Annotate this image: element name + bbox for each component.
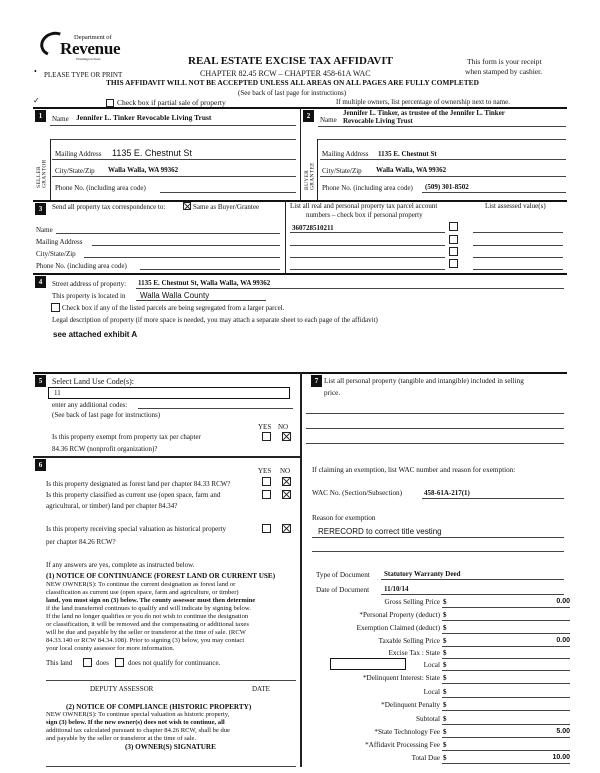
buyer-phone-line [422, 192, 566, 193]
local-code-box[interactable] [330, 658, 406, 670]
wac-label: WAC No. (Section/Subsection) [312, 489, 403, 497]
partial-sale-label: Check box if partial sale of property [117, 98, 226, 107]
tax-row-label: Subtotal [416, 715, 440, 723]
land-does-label: does [96, 659, 109, 667]
wac-value: 458-61A-217(1) [424, 489, 470, 497]
forest-question: Is this property designated as forest land per chapter 84.33 RCW? [46, 480, 231, 488]
current-use-question-1: Is this property classified as current use (open space, farm and [46, 491, 221, 499]
tax-row-label: Excise Tax : State [388, 649, 440, 657]
personal-property-2: price. [324, 389, 341, 397]
additional-codes-line [138, 408, 293, 409]
seller-phone-label: Phone No. (including area code) [55, 184, 146, 192]
tax-row-currency: $ [443, 741, 447, 749]
section-3-divider [285, 200, 286, 273]
section-3-badge: 3 [35, 203, 46, 215]
exempt-no-checkbox[interactable] [282, 432, 291, 441]
tax-row-currency: $ [443, 715, 447, 723]
exemption-question: If claiming an exemption, list WAC number and reason for exemption: [312, 466, 516, 474]
tax-row-currency: $ [443, 611, 447, 619]
located-in-line [136, 300, 266, 301]
exempt-question-2: 84.36 RCW (nonprofit organization)? [52, 445, 158, 453]
doc-type-label: Type of Document [316, 571, 370, 579]
historic-yes-checkbox[interactable] [262, 524, 271, 533]
notice-1-line-6: or classification, it will be removed and the compensating or additional taxes [46, 621, 249, 628]
tax-row-currency: $ [443, 637, 447, 645]
notice-1-line-9: your local county assessor for more information. [46, 645, 175, 652]
notice-2-title: (2) NOTICE OF COMPLIANCE (HISTORIC PROPERTY) [66, 703, 252, 711]
buyer-name-line [318, 126, 566, 127]
parcel-line-1 [290, 232, 445, 233]
tax-row-line [442, 646, 570, 647]
exempt-question-1: Is this property exempt from property tax per chapter [52, 433, 201, 441]
tax-row-currency: $ [443, 701, 447, 709]
buyer-name-value-1: Jennifer L. Tinker, as trustee of the Jennifer L. Tinker [343, 109, 505, 117]
seller-mailing-line [52, 159, 296, 160]
legal-description-label: Legal description of property (if more space is needed, you may attach a separate sheet to each page of the affidavit) [52, 316, 378, 324]
tax-row-label: *Delinquent Penalty [381, 701, 440, 709]
section-4-badge: 4 [35, 276, 46, 288]
this-land-label: This land [46, 659, 73, 667]
notice-2-line-3: additional tax calculated pursuant to chapter 84.26 RCW, shall be due [46, 727, 230, 734]
tax-row-label: Taxable Selling Price [378, 637, 440, 645]
section-5-7-divider [300, 372, 302, 767]
notice-2-line-4: and payable by the seller or transferor at the time of sale. [46, 735, 197, 742]
located-in-value: Walla Walla County [140, 291, 210, 300]
tax-row-value: 0.00 [556, 598, 570, 605]
seller-name-line [50, 125, 296, 126]
doc-type-value: Statutory Warranty Deed [384, 570, 461, 578]
tax-row-value: 5.00 [556, 728, 570, 735]
seller-name-label: Name [52, 115, 69, 123]
logo-top-text: Department of [74, 34, 112, 41]
tax-row-line [442, 763, 570, 764]
notice-1-line-3: land, you must sign on (3) below. The county assessor must then determine [46, 597, 256, 604]
parcel-line-2 [290, 245, 445, 246]
current-use-question-2: agricultural, or timber) land per chapter 84.34? [46, 502, 178, 510]
current-use-no-checkbox[interactable] [282, 490, 291, 499]
buyer-city-value: Walla Walla, WA 99362 [376, 166, 447, 174]
tax-row-label: Exemption Claimed (deduct) [356, 624, 440, 632]
land-does-not-label: does not qualify for continuance. [128, 659, 221, 667]
land-use-input[interactable] [48, 387, 290, 399]
corr-name-line [56, 233, 280, 234]
seller-city-label: City/State/Zip [55, 167, 95, 175]
partial-sale-checkbox[interactable] [106, 99, 114, 107]
assessed-line-1 [473, 232, 563, 233]
buyer-side-label: BUYER GRANTEE [304, 162, 316, 190]
parcel-personal-checkbox-4[interactable] [449, 259, 458, 268]
seller-name-line-2 [50, 139, 296, 140]
section-7-badge: 7 [311, 375, 322, 387]
notice-2-body [46, 711, 298, 743]
street-value: 1135 E. Chestnut St, Walla Walla, WA 99362 [138, 279, 271, 287]
tax-row-value: 0.00 [556, 637, 570, 644]
notice-1-body [46, 581, 298, 653]
tax-row-currency: $ [443, 728, 447, 736]
doc-date-label: Date of Document [316, 586, 370, 594]
historic-question-2: per chapter 84.26 RCW? [46, 538, 116, 546]
tax-row-label: *State Technology Fee [374, 728, 440, 736]
buyer-name-line-2 [318, 139, 566, 140]
buyer-phone-value: (509) 301-8502 [425, 183, 469, 191]
section-6-top-rule [33, 456, 300, 458]
assessed-header: List assessed value(s) [485, 202, 546, 210]
seller-side-rule [50, 139, 51, 200]
parcel-header-2: numbers – check box if personal property [306, 211, 423, 219]
doc-type-line [381, 579, 564, 580]
seller-side-label: SELLER GRANTOR [36, 159, 48, 188]
reason-line [312, 537, 564, 538]
forest-yes-checkbox[interactable] [262, 477, 271, 486]
seller-name-value: Jennifer L. Tinker Revocable Living Trust [76, 113, 212, 122]
parcel-header-1: List all real and personal property tax parcel account [290, 202, 438, 210]
parcel-value: 360728510211 [292, 224, 334, 232]
buyer-city-line [320, 176, 566, 177]
buyer-name-value-2: Revocable Living Trust [343, 117, 413, 125]
buyer-mailing-line [320, 159, 566, 160]
tax-row-currency: $ [443, 624, 447, 632]
tax-row-line [442, 710, 570, 711]
land-does-not-checkbox[interactable] [115, 658, 124, 667]
tax-row-value: 10.00 [552, 754, 570, 761]
corr-mailing-label: Mailing Address [36, 238, 83, 246]
parcel-personal-checkbox-1[interactable] [449, 222, 458, 231]
corr-mailing-line [92, 245, 280, 246]
please-type: PLEASE TYPE OR PRINT [44, 71, 123, 79]
corr-phone-line [140, 269, 280, 270]
historic-question-1: Is this property receiving special valuation as historical property [46, 525, 227, 533]
logo-main-text: Revenue [60, 39, 121, 58]
reason-line-2 [312, 551, 564, 552]
segregated-checkbox[interactable] [51, 303, 60, 312]
legal-description-value: see attached exhibit A [53, 330, 138, 339]
current-use-yes-checkbox[interactable] [262, 490, 271, 499]
tax-row-currency: $ [443, 649, 447, 657]
section-1-2-divider [300, 107, 301, 200]
street-line [136, 288, 564, 289]
tax-row-line [442, 658, 570, 659]
buyer-side-rule [317, 139, 318, 200]
seller-city-line [52, 176, 296, 177]
same-as-buyer-label: Same as Buyer/Grantee [193, 203, 260, 211]
buyer-name-label: Name [320, 116, 337, 124]
logo-sub-text: Washington State [76, 57, 101, 61]
notice-1-title: (1) NOTICE OF CONTINUANCE (FOREST LAND OR CURRENT USE) [46, 572, 276, 580]
tax-row-label: Local [423, 688, 440, 696]
tax-row-line [442, 670, 570, 671]
check-mark-icon: ✓ [33, 96, 40, 105]
tax-row-label: Local [423, 661, 440, 669]
exempt-yes-checkbox[interactable] [262, 432, 271, 441]
personal-property-1: List all personal property (tangible and intangible) included in selling [324, 377, 524, 385]
seller-phone-line [160, 192, 296, 193]
section-4-top-rule [33, 273, 567, 275]
parcel-personal-checkbox-2[interactable] [449, 235, 458, 244]
buyer-mailing-label: Mailing Address [322, 150, 369, 158]
located-in-label: This property is located in [52, 292, 126, 300]
land-does-checkbox[interactable] [83, 658, 92, 667]
personal-line-3 [306, 443, 564, 444]
see-back-text: (See back of last page for instructions) [238, 89, 347, 97]
tax-row-label: *Personal Property (deduct) [359, 611, 440, 619]
historic-no-checkbox[interactable] [282, 524, 291, 533]
section-1-badge: 1 [35, 110, 46, 122]
parcel-line-4 [290, 269, 445, 270]
seller-city-value: Walla Walla, WA 99362 [108, 166, 179, 174]
personal-line-1 [306, 413, 564, 414]
s6-no-header: NO [280, 467, 291, 475]
tax-row-label: Total Due [411, 754, 440, 762]
corr-name-label: Name [36, 226, 53, 234]
form-title: REAL ESTATE EXCISE TAX AFFIDAVIT [188, 55, 393, 67]
multiple-owners-note: If multiple owners, list percentage of ownership next to name. [336, 98, 510, 106]
land-use-see-back: (See back of last page for instructions) [52, 411, 161, 419]
street-label: Street address of property: [52, 280, 127, 288]
notice-1-line-4: if the land transferred continues to qualify and will indicate by signing below. [46, 605, 251, 612]
reason-value: RERECORD to correct title vesting [318, 527, 442, 536]
receipt-note-2: when stamped by cashier. [465, 67, 543, 76]
tax-row-label: *Delinquent Interest: State [362, 674, 440, 682]
tax-row-label: Gross Selling Price [384, 598, 440, 606]
bullet-mark: • [34, 67, 37, 76]
same-as-buyer-checkbox[interactable] [183, 202, 191, 210]
section-5-badge: 5 [35, 375, 46, 387]
doc-date-value: 11/10/14 [384, 585, 409, 593]
buyer-phone-label: Phone No. (including area code) [322, 184, 413, 192]
dor-logo [36, 30, 131, 62]
receipt-note-1: This form is your receipt [467, 57, 542, 66]
corr-phone-label: Phone No. (including area code) [36, 262, 127, 270]
tax-row-label: *Affidavit Processing Fee [365, 741, 440, 749]
reason-label: Reason for exemption [312, 514, 376, 522]
buyer-mailing-value: 1135 E. Chestnut St [378, 150, 437, 158]
tax-row-currency: $ [443, 674, 447, 682]
owner-signature-label: (3) OWNER(S) SIGNATURE [125, 743, 216, 751]
owner-signature-line [46, 766, 296, 767]
section-6-badge: 6 [35, 459, 46, 471]
parcel-line-3 [290, 257, 445, 258]
wac-line [422, 498, 564, 499]
notice-2-line-2: sign (3) below. If the new owner(s) does not wish to continue, all [46, 719, 225, 726]
doc-date-line [381, 594, 564, 595]
tax-row-line [442, 620, 570, 621]
buyer-city-label: City/State/Zip [322, 167, 362, 175]
notice-1-line-8: 84.33.140 or RCW 84.34.108). Prior to signing (3) below, you may contact [46, 637, 245, 644]
corr-city-line [84, 257, 280, 258]
corr-city-label: City/State/Zip [36, 250, 76, 258]
deputy-assessor-label: DEPUTY ASSESSOR [90, 685, 154, 693]
notice-1-line-7: will be due and payable by the seller or transferor at the time of sale. (RCW [46, 629, 246, 636]
notice-1-line-2: classification as current use (open space, farm and agriculture, or timber) [46, 589, 239, 596]
land-use-value: 11 [54, 389, 61, 397]
assessed-line-3 [473, 257, 563, 258]
personal-line-2 [306, 428, 564, 429]
notice-1-line-1: NEW OWNER(S): To continue the current designation as forest land or [46, 581, 236, 588]
section-2-badge: 2 [303, 110, 314, 122]
deputy-signature-line [46, 680, 296, 681]
form-subtitle: CHAPTER 82.45 RCW – CHAPTER 458-61A WAC [200, 69, 371, 78]
tax-row-line [442, 724, 570, 725]
tax-row-line [442, 633, 570, 634]
notice-1-line-5: If the land no longer qualifies or you do not wish to continue the designation [46, 613, 249, 620]
tax-row-currency: $ [443, 661, 447, 669]
deputy-date-label: DATE [252, 685, 270, 693]
if-yes-note: If any answers are yes, complete as instructed below. [46, 561, 195, 569]
notice-2-line-1: NEW OWNER(S): To continue special valuation as historic property, [46, 711, 230, 718]
parcel-personal-checkbox-3[interactable] [449, 247, 458, 256]
s5-yes-header: YES [258, 423, 272, 431]
tax-row-line [442, 697, 570, 698]
additional-codes-label: enter any additional codes: [52, 401, 128, 409]
seller-mailing-label: Mailing Address [55, 150, 102, 158]
send-correspondence-label: Send all property tax correspondence to: [52, 203, 166, 211]
tax-row-currency: $ [443, 688, 447, 696]
segregated-label: Check box if any of the listed parcels are being segregated from a larger parcel. [62, 304, 285, 312]
s6-yes-header: YES [258, 467, 272, 475]
tax-row-currency: $ [443, 754, 447, 762]
tax-row-line [442, 750, 570, 751]
forest-no-checkbox[interactable] [282, 477, 291, 486]
tax-row-currency: $ [443, 598, 447, 606]
tax-row-line [442, 737, 570, 738]
tax-row-line [442, 607, 570, 608]
assessed-line-2 [473, 245, 563, 246]
seller-mailing-value: 1135 E. Chestnut St [112, 148, 192, 158]
s5-no-header: NO [278, 423, 289, 431]
land-use-label: Select Land Use Code(s): [52, 377, 134, 386]
warning-text: THIS AFFIDAVIT WILL NOT BE ACCEPTED UNLESS ALL AREAS ON ALL PAGES ARE FULLY COMPLETED [106, 78, 479, 87]
assessed-line-4 [473, 269, 563, 270]
tax-row-line [442, 683, 570, 684]
